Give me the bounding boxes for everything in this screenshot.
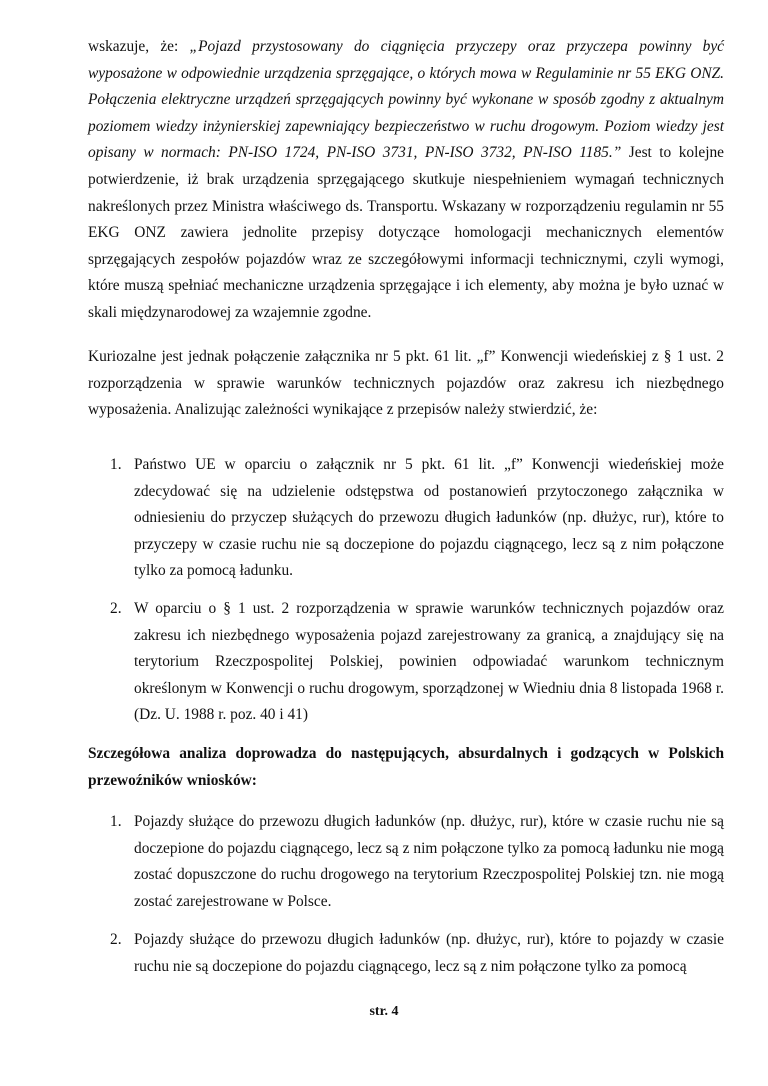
intro-lead: wskazuje, że: bbox=[88, 38, 190, 55]
section-heading: Szczegółowa analiza doprowadza do następujących, absurdalnych i godzących w Polskich przewoźników wniosków: bbox=[88, 745, 724, 789]
list-number: 1. bbox=[110, 456, 122, 473]
list-number: 1. bbox=[110, 813, 122, 830]
list-item bbox=[110, 927, 724, 980]
list-item bbox=[110, 596, 724, 729]
list-text: Pojazdy służące do przewozu długich ładunków (np. dłużyc, rur), które w czasie ruchu nie są doczepione do pojazdu ciągnącego, lecz są z nim połączone tylko za pomocą ładunku nie mogą zostać dopuszczone do ruchu drogowego na terytorium Rzeczpospolitej Polskiej tzn. nie mogą zostać zarejestrowane w Polsce. bbox=[134, 813, 724, 910]
paragraph-kuriozalne: Kuriozalne jest jednak połączenie załącznika nr 5 pkt. 61 lit. „f” Konwencji wiedeńskiej z § 1 ust. 2 rozporządzenia w sprawie warunków technicznych pojazdów oraz zakresu ich niezbędnego wyposażenia. Analizując zależności wynikające z przepisów należy stwierdzić, że: bbox=[88, 348, 724, 419]
list-number: 2. bbox=[110, 931, 122, 948]
intro-paragraph bbox=[88, 34, 724, 327]
list-item bbox=[110, 452, 724, 585]
list-item bbox=[110, 809, 724, 915]
list-text: W oparciu o § 1 ust. 2 rozporządzenia w sprawie warunków technicznych pojazdów oraz zakresu ich niezbędnego wyposażenia pojazd zarejestrowany za granicą, a znajdujący się na terytorium Rzeczpospolitej Polskiej, powinien odpowiadać warunkom technicznym określonym w Konwencji o ruchu drogowym, sporządzonej w Wiedniu dnia 8 listopada 1968 r. (Dz. U. 1988 r. poz. 40 i 41) bbox=[134, 600, 724, 724]
list-text: Pojazdy służące do przewozu długich ładunków (np. dłużyc, rur), które to pojazdy w czasie ruchu nie są doczepione do pojazdu ciągnącego, lecz są z nim połączone tylko za pomocą bbox=[134, 931, 724, 975]
intro-quote: „Pojazd przystosowany do ciągnięcia przyczepy oraz przyczepa powinny być wyposażone w odpowiednie urządzenia sprzęgające, o których mowa w Regulaminie nr 55 EKG ONZ. Połączenia elektryczne urządzeń sprzęgających powinny być wykonane w sposób zgodny z aktualnym poziomem wiedzy inżynierskiej zapewniający bezpieczeństwo w ruchu drogowym. Poziom wiedzy jest opisany w normach: PN-ISO 1724, PN-ISO 3731, PN-ISO 3732, PN-ISO 1185.” bbox=[88, 38, 724, 162]
intro-rest: Jest to kolejne potwierdzenie, iż brak urządzenia sprzęgającego skutkuje niespełnieniem wymagań technicznych nakreślonych przez Ministra właściwego ds. Transportu. Wskazany w rozporządzeniu regulamin nr 55 EKG ONZ zawiera jednolite przepisy dotyczące homologacji mechanicznych elementów sprzęgających zespołów pojazdów wraz ze szczegółowymi informacji technicznymi, czyli wymogi, które muszą spełniać mechaniczne urządzenia sprzęgające i ich elementy, aby można je było uznać w skali międzynarodowej za wzajemnie zgodne. bbox=[88, 144, 724, 321]
list-text: Państwo UE w oparciu o załącznik nr 5 pkt. 61 lit. „f” Konwencji wiedeńskiej może zdecydować się na udzielenie odstępstwa od postanowień przytoczonego załącznika w odniesieniu do przyczep służących do przewozu długich ładunków (np. dłużyc, rur), które to przyczepy w czasie ruchu nie są doczepione do pojazdu ciągnącego, lecz są z nim połączone tylko za pomocą ładunku. bbox=[134, 456, 724, 580]
list-number: 2. bbox=[110, 600, 122, 617]
page-number: str. 4 bbox=[369, 1004, 399, 1019]
